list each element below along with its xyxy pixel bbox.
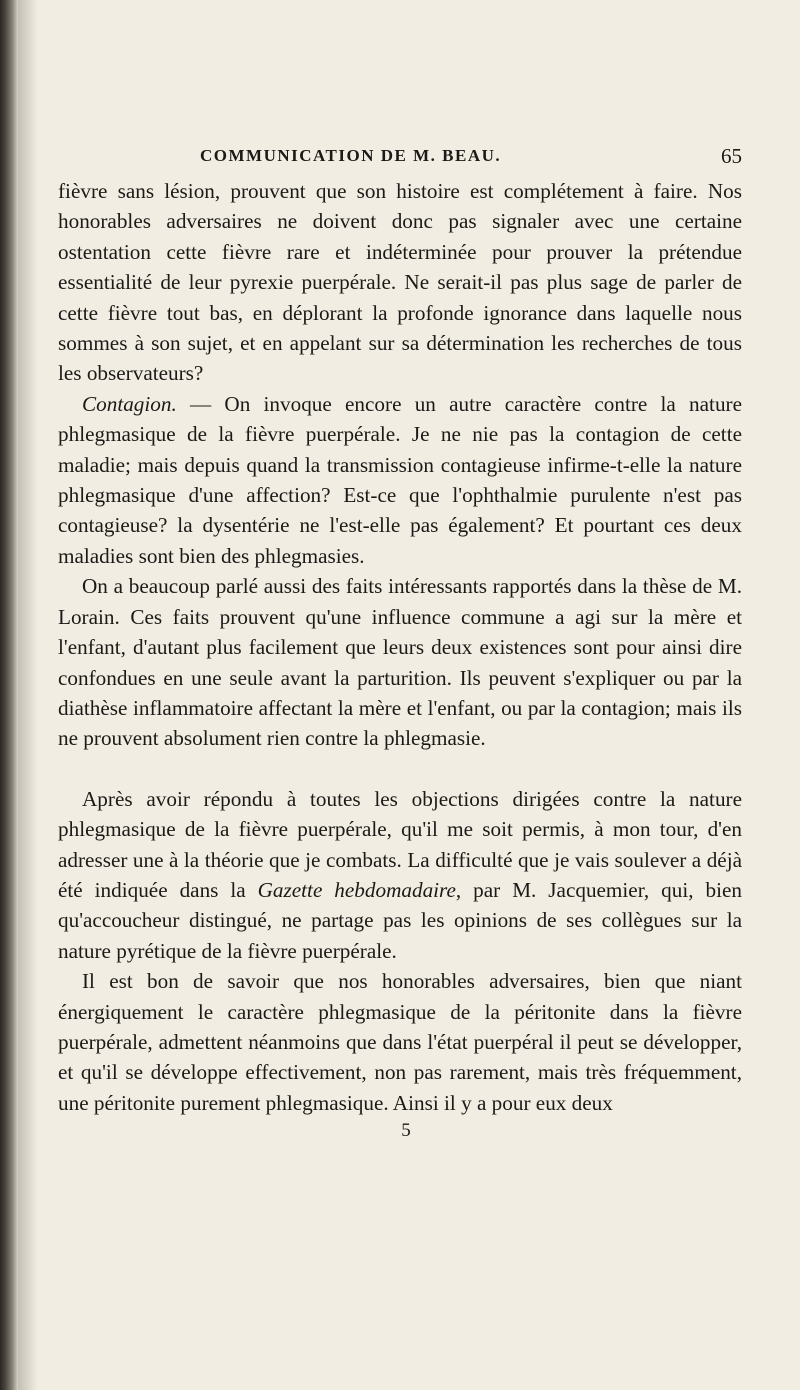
paragraph-objection-text-before: Après avoir répondu à toutes les objections dirigées contre la nature phlegmasique de la fièvre puerpérale, qu'il me soit permis, à mon tour, d'en adresser une à la théorie que je combats. La difficulté que je vais soulever a déjà été indiquée dans la bbox=[58, 786, 742, 902]
signature-mark: 5 bbox=[401, 1120, 411, 1142]
gutter-shadow bbox=[18, 0, 38, 1390]
paragraph-peritonite-text: Il est bon de savoir que nos honorables adversaires, bien que niant énergiquement le caractère phlegmasique de la péritonite dans la fièvre puerpérale, admettent néanmoins que dans l'état puerpéral il peut se développer, et qu'il se développe effectivement, non pas rarement, mais très fréquemment, une péritonite purement phlegmasique. Ainsi il y a pour eux deux bbox=[58, 969, 742, 1115]
paragraph-lorain bbox=[58, 571, 742, 753]
paragraph-contagion bbox=[58, 389, 742, 571]
book-page bbox=[58, 146, 742, 1142]
paragraph-peritonite bbox=[58, 966, 742, 1118]
paragraph-1 bbox=[58, 176, 742, 389]
paragraph-1-text: fièvre sans lésion, prouvent que son histoire est complétement à faire. Nos honorables adversaires ne doivent donc pas signaler avec une certaine ostentation cette fièvre rare et indéterminée pour prouver la prétendue essentialité de leur pyrexie puerpérale. Ne serait-il pas plus sage de parler de cette fièvre tout bas, en déplorant la profonde ignorance dans laquelle nous sommes à son sujet, et en appelant sur sa détermination les recherches de tous les observateurs? bbox=[58, 179, 742, 386]
page-number: 65 bbox=[721, 144, 742, 168]
running-header bbox=[58, 146, 742, 176]
paragraph-contagion-text: — On invoque encore un autre caractère contre la nature phlegmasique de la fièvre puerpérale. Je ne nie pas la contagion de cette maladie; mais depuis quand la transmission contagieuse infirme-t-elle la nature phlegmasique d'une affection? Est-ce que l'ophthalmie purulente n'est pas contagieuse? la dysentérie ne l'est-elle pas également? Et pourtant ces deux maladies sont bien des phlegmasies. bbox=[58, 391, 742, 568]
paragraph-lorain-text: On a beaucoup parlé aussi des faits intéressants rapportés dans la thèse de M. Lorain. Ces faits prouvent qu'une influence commune a agi sur la mère et l'enfant, d'autant plus facilement que leurs deux existences sont pour ainsi dire confondues en une seule avant la parturition. Ils peuvent s'expliquer ou par la diathèse inflammatoire affectant la mère et l'enfant, ou par la contagion; mais ils ne prouvent absolument rien contre la phlegmasie. bbox=[58, 574, 742, 751]
section-lead-contagion: Contagion. bbox=[82, 391, 177, 416]
paragraph-objection bbox=[58, 784, 742, 966]
running-head-title: COMMUNICATION DE M. BEAU. bbox=[200, 146, 502, 165]
journal-title: Gazette hebdomadaire bbox=[257, 877, 456, 902]
paragraph-objection-text-after: , par M. Jacquemier, qui, bien qu'accoucheur distingué, ne partage pas les opinions de ses collègues sur la nature pyrétique de la fièvre puerpérale. bbox=[58, 877, 742, 963]
section-spacer bbox=[58, 754, 742, 784]
book-binding-edge bbox=[0, 0, 18, 1390]
